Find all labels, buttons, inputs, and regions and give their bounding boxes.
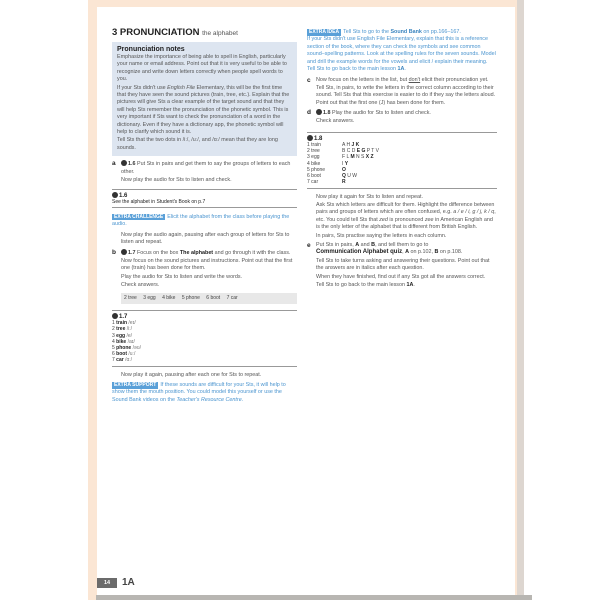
letter: F L	[342, 154, 351, 161]
document-page	[97, 7, 515, 595]
exercise-letter: b	[112, 248, 116, 256]
answer: 5 phone	[181, 294, 200, 301]
extra-idea	[307, 29, 497, 73]
letter: P T V	[365, 148, 379, 155]
word: boot	[116, 351, 129, 358]
audioscript-1-6	[112, 189, 297, 208]
track-number: 1.8	[314, 135, 323, 142]
frame-shadow-bottom	[96, 595, 532, 600]
sound-word: 5 phone	[307, 166, 326, 173]
audio-icon[interactable]	[121, 160, 127, 166]
text: Put Sts in pairs,	[316, 241, 356, 248]
line-number: 1	[112, 320, 117, 327]
exercise-text: Put Sts in pairs and get them to say the groups of letters to each other.	[121, 161, 291, 175]
text-italic: zee	[424, 216, 434, 223]
word: train	[116, 320, 129, 327]
text-bold: Sound Bank	[390, 29, 422, 35]
word: phone	[116, 344, 133, 351]
letter-bold: J K	[351, 142, 360, 149]
answer: 2 tree	[124, 294, 137, 301]
exercise-letter: c	[307, 77, 311, 85]
answer: 4 bike	[162, 294, 176, 301]
word: car	[116, 357, 126, 364]
pronunciation-notes-box	[112, 42, 297, 156]
word: bike	[116, 338, 128, 345]
line-number: 7	[112, 357, 117, 364]
sound-word: 4 bike	[307, 160, 321, 167]
extra-support-text: If these sounds are difficult for your Sts, it will help to show them the mouth position. You could model this yourself or use the Sound Bank videos on the	[112, 382, 286, 403]
exercise-text: Play the audio for Sts to listen and check.	[332, 110, 431, 117]
extra-challenge	[112, 214, 297, 229]
audio-icon[interactable]	[316, 109, 322, 115]
phonetic: /iː/	[126, 326, 133, 333]
letter-bold: Q	[342, 173, 346, 180]
text-underlined: don't	[408, 77, 421, 84]
text: .	[413, 281, 415, 288]
extra-support-italic: Teacher's Resource Centre	[176, 396, 242, 403]
line-number: 2	[112, 326, 117, 333]
letter-bold: Y	[344, 160, 349, 167]
track-number: 1.7	[119, 313, 128, 320]
script-header	[112, 192, 297, 199]
letter: B C D	[342, 148, 357, 155]
sound-word: 1 train	[307, 142, 321, 149]
phonetic: /ɑː/	[125, 357, 133, 364]
phonetic: /aɪ/	[127, 338, 135, 345]
exercise-text	[307, 202, 497, 232]
exercise-text: Now play the audio again, pausing after each group of letters for Sts to listen and repeat.	[121, 231, 290, 246]
text: Tell Sts to go to the	[343, 29, 391, 35]
exercise-text: Check answers.	[316, 118, 355, 125]
text: Tell Sts to go back to the main lesson	[316, 281, 407, 288]
exercise-text: Now play the audio for Sts to listen and check.	[121, 177, 232, 184]
audioscript-1-8	[307, 132, 497, 189]
exercise-text: Tell Sts to take turns asking and answering their questions. Point out that the answers are in italics after each question.	[316, 257, 490, 272]
notes-paragraph	[117, 85, 292, 137]
line-number: 6	[112, 351, 117, 358]
exercise-text: When they have finished, find out if any Sts got all the answers correct.	[316, 273, 486, 280]
text: Now focus on the letters in the list, but	[316, 77, 409, 84]
audio-icon[interactable]	[121, 249, 127, 255]
exercise-text: Now play it again, pausing after each one for Sts to repeat.	[121, 371, 262, 378]
script-header	[307, 135, 497, 142]
text-bold: B	[434, 249, 439, 256]
text-bold: 1A	[406, 281, 414, 288]
text: is pronounced	[387, 216, 425, 223]
extra-idea-tag: EXTRA IDEA	[309, 29, 340, 35]
text: , and tell them to go to	[375, 241, 429, 248]
exercise-text: In pairs, Sts practise saying the letters in each column.	[316, 232, 447, 239]
notes-paragraph: Tell Sts that the two dots in /iː/, /uː/, and /ɑː/ mean that they are long sounds.	[117, 137, 278, 151]
audio-icon[interactable]	[112, 192, 118, 198]
script-rows	[307, 142, 497, 185]
exercise-text: Now focus on the sound pictures and instructions. Point out that the first one (train) has been done for them.	[121, 257, 293, 272]
text: on p.102,	[409, 249, 435, 256]
word: tree	[116, 326, 127, 333]
letter-bold: O	[342, 166, 346, 173]
exercise-letter: e	[307, 241, 311, 249]
text: Tell Sts to go back to the main lesson	[307, 66, 398, 73]
script-line	[112, 357, 297, 363]
text-italic: English File	[167, 84, 196, 91]
notes-heading: Pronunciation notes	[117, 46, 185, 53]
extra-support-tag: EXTRA SUPPORT	[114, 382, 157, 388]
text: on pp.166–167.	[421, 29, 461, 35]
script-text: See the alphabet in Student's Book on p.7	[112, 198, 206, 205]
exercise-b	[112, 249, 297, 257]
phonetic: /e/	[126, 332, 133, 339]
extra-support	[112, 382, 297, 404]
line-number: 5	[112, 344, 117, 351]
track-number: 1.8	[323, 110, 331, 117]
script-header	[112, 313, 297, 320]
text-bold: Communication Alphabet quiz	[316, 249, 403, 256]
text: Elementary, this will be the first time that they have seen the sound pictures (train, tree, etc.). Explain that the pictures will give Sts a clear example of the target sound and that they will help Sts remember the pronunciation of the phonetic symbol. This is very important if Sts want to check the pronunciation of a word in the dictionary. Even if they have a dictionary app, the phonetic symbol will help to clarify which sound it is.	[117, 84, 290, 136]
phonetic: /əʊ/	[132, 344, 141, 351]
phonetic: /uː/	[128, 351, 136, 358]
sound-word: 7 car	[307, 179, 319, 186]
exercise-d	[307, 109, 497, 117]
section-heading	[112, 27, 297, 39]
text-bold: A	[405, 249, 410, 256]
answer-key-b	[121, 293, 297, 304]
section-subtitle: the alphabet	[202, 30, 238, 37]
page-footer	[97, 577, 135, 588]
text: .	[404, 66, 406, 73]
sound-word: 2 tree	[307, 148, 320, 155]
letter-bold: R	[342, 179, 346, 186]
letter-bold: X Z	[365, 154, 374, 161]
left-column	[112, 27, 297, 404]
section-title: 3 PRONUNCIATION	[112, 27, 200, 38]
letter: A H	[342, 142, 352, 149]
script-row	[307, 179, 497, 185]
phonetic: /eɪ/	[128, 320, 136, 327]
audioscript-1-7	[112, 310, 297, 367]
answer: 7 car	[226, 294, 238, 301]
sound-word: 6 boot	[307, 173, 321, 180]
right-column	[307, 29, 497, 289]
letter: I	[342, 160, 345, 167]
exercise-c	[307, 77, 497, 107]
exercise-text: and go through it with the class.	[213, 249, 291, 256]
exercise-text: Focus on the box	[137, 249, 180, 256]
unit-label: 1A	[122, 577, 135, 588]
text-italic: a / e / i, g / j, k / q	[453, 209, 495, 216]
letter: U W	[345, 173, 357, 180]
letters	[342, 179, 346, 185]
answer: 6 boot	[206, 294, 221, 301]
page-number: 14	[97, 578, 117, 588]
letter-bold: E G	[356, 148, 366, 155]
text: , etc. You could tell Sts that	[316, 209, 496, 223]
exercise-text: Play the audio for Sts to listen and write the words.	[121, 273, 243, 280]
letter-bold: M	[350, 154, 355, 161]
track-number: 1.6	[119, 192, 128, 199]
exercise-e	[307, 242, 497, 257]
exercise-text: Now play it again for Sts to listen and repeat.	[316, 193, 423, 200]
text: If your Sts didn't use	[117, 84, 168, 91]
extra-challenge-tag: EXTRA CHALLENGE	[114, 213, 164, 220]
exercise-text-bold: The alphabet	[179, 249, 214, 256]
line-number: 3	[112, 332, 117, 339]
extra-idea-text: If your Sts didn't use English File Elementary, explain that this is a reference section of the book, where they can check the symbols and see common sound–spelling patterns. Look at the spelling rules for the seven sounds. Model and drill the example words for the vowels and elicit / explain their meaning.	[307, 36, 496, 65]
text-bold: 1A	[397, 66, 405, 73]
track-number: 1.7	[128, 249, 136, 256]
script-lines	[112, 320, 297, 363]
track-number: 1.6	[128, 161, 136, 168]
exercise-text: Check answers.	[121, 282, 160, 289]
extra-challenge-text: Elicit the alphabet from the class before playing the audio.	[112, 213, 290, 228]
text: Ask Sts which letters are difficult for them. Highlight the difference between pairs and groups of letters which are often confused, e.g.	[316, 201, 495, 216]
exercise-text	[307, 282, 497, 289]
text: ,	[402, 249, 406, 256]
text: and	[359, 241, 372, 248]
exercise-a	[112, 160, 297, 176]
text: .	[241, 396, 244, 403]
exercise-letter: d	[307, 109, 311, 117]
text: elicit their pronunciation yet. Tell Sts, in pairs, to write the letters in the correct column according to their sound. Tell Sts that this exercise is easier to do if they say the letters aloud. Point out that the first one (J) has been done for them.	[316, 77, 496, 106]
answer: 3 egg	[143, 294, 156, 301]
text: in American English and is the only letter of the alphabet that is different from British English.	[316, 216, 493, 231]
text-italic: zed	[379, 216, 388, 223]
text-bold: B	[371, 241, 376, 248]
line-number: 4	[112, 338, 117, 345]
text-bold: A	[355, 241, 360, 248]
exercise-letter: a	[112, 160, 116, 168]
audio-icon[interactable]	[112, 313, 118, 319]
notes-paragraph: Emphasize the importance of being able to spell in English, particularly your name or email address. Point out that it is very useful to be able to recognize and write down letters correctly when people spell words to you.	[117, 54, 287, 83]
word: egg	[116, 332, 127, 339]
audio-icon[interactable]	[307, 135, 313, 141]
sound-word: 3 egg	[307, 154, 320, 161]
frame-shadow-right	[517, 0, 524, 600]
letter: N S	[354, 154, 366, 161]
text: on p.108.	[438, 249, 463, 256]
